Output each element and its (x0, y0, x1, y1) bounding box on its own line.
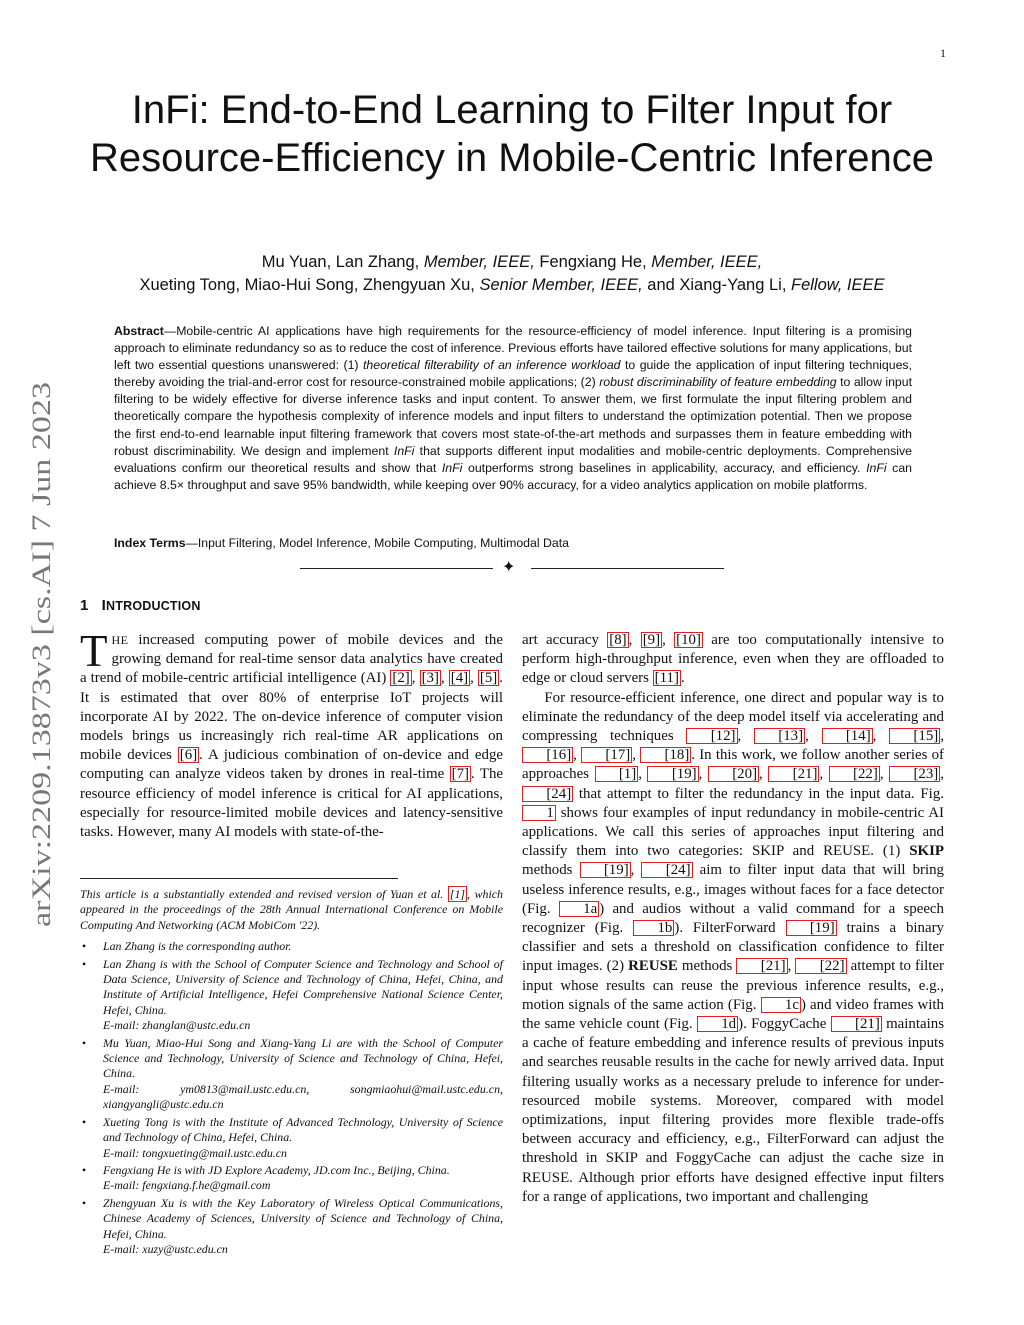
authors-line-1 (60, 251, 964, 274)
text-run: ) and audios without a valid command for a speech recognizer (Fig. (522, 900, 944, 937)
text-run: ). FoggyCache (738, 1016, 831, 1033)
footnote-email: E-mail: ym0813@mail.ustc.edu.cn, songmiaohui@mail.ustc.edu.cn, xiangyangli@ustc.edu.cn (103, 1081, 503, 1112)
footnote-text: Fengxiang He is with JD Explore Academy, JD.com Inc., Beijing, China. (103, 1162, 450, 1177)
text-run: ) and video frames with the same vehicle count (Fig. (522, 996, 944, 1033)
arxiv-id-text: arXiv:2209.13873v3 [cs.AI] 7 Jun 2023 (26, 503, 56, 927)
text-run: . In this work, we follow another series of approaches (522, 747, 944, 783)
text-run: , (632, 747, 641, 764)
text-run: , (573, 747, 582, 764)
citation-link[interactable]: 1d (697, 1016, 738, 1032)
footnote-item (80, 939, 503, 954)
section-divider (300, 559, 724, 579)
footnote-item (80, 957, 503, 1034)
text-run: , (630, 862, 642, 879)
citation-link[interactable]: [15] (889, 728, 940, 744)
text-run: , (698, 766, 708, 783)
citation-link[interactable]: [16] (522, 747, 573, 763)
small-caps-he: HE (111, 633, 129, 647)
text-run: , (411, 670, 420, 687)
citation-link[interactable]: [21] (736, 958, 787, 974)
emphasis: InFi (441, 460, 463, 475)
intro-paragraph (80, 626, 504, 842)
text-run: are too computationally intensive to perform high-throughput inference, even when they are offloaded to edge or cloud servers (522, 632, 944, 687)
page-number: 1 (940, 46, 946, 60)
citation-link[interactable]: [19] (580, 862, 631, 878)
author-role: Member, IEEE, (651, 253, 763, 271)
paragraph-continued (522, 631, 944, 689)
text-run: . It is estimated that over 80% of enterprise IoT projects will incorporate AI by 2022. The on-device inference of computer vision models brings us increasingly rich real-time AR applications on mobile devices (80, 670, 504, 764)
text-run: , (662, 632, 675, 648)
bold-term: REUSE (628, 958, 678, 975)
text-run: , (940, 728, 944, 745)
footnote-item (80, 1115, 503, 1161)
citation-link[interactable]: 1a (559, 901, 599, 917)
author-names: Mu Yuan, Lan Zhang, (261, 253, 424, 271)
index-terms-text: Input Filtering, Model Inference, Mobile Computing, Multimodal Data (197, 536, 569, 550)
citation-link[interactable]: [11] (654, 670, 679, 687)
footnote-text: Lan Zhang is the corresponding author. (103, 939, 292, 954)
text-run: that supports different input modalities and mobile-centric deployments. Comprehensive evaluations confirm our theoretical results and show that (114, 443, 912, 475)
bold-term: SKIP (909, 843, 944, 860)
text-run: . The resource efficiency of model inference is critical for AI applications, especially for resource-limited mobile devices and latency-sensitive tasks. However, many AI models with state-of-the- (80, 766, 504, 841)
author-names: Xueting Tong, Miao-Hui Song, Zhengyuan Xu, (139, 276, 480, 294)
footnote-text: Xueting Tong is with the Institute of Advanced Technology, University of Science and Technology of China, Hefei, China. (103, 1114, 503, 1145)
text-run: , (879, 766, 890, 783)
citation-link[interactable]: [22] (795, 958, 846, 974)
citation-link[interactable]: [5] (479, 670, 498, 687)
drop-cap: T (80, 626, 108, 676)
text-run: , which appeared in the proceedings of the 28th Annual International Conference on Mobile Computing And Networking (ACM MobiCom '22). (80, 887, 503, 932)
text-run: , (737, 728, 754, 745)
text-run: maintains a cache of feature embedding and inference results of previous inputs and searches reusable results in the cache for newly arrived data. Input filtering usually works as a necessary prelude to inference for under-resourced mobile systems. Moreover, compared with model optimizations, input filtering provides more flexible trade-offs between accuracy and efficiency, e.g., FilterForward can adjust the threshold in SKIP and FoggyCache can adjust the cache size in REUSE. Although prior efforts have designed effective input filters for a range of applications, two important and challenging (522, 1016, 944, 1205)
citation-link[interactable]: [1] (449, 887, 466, 901)
abstract-label: Abstract (114, 324, 164, 338)
author-names: and Xiang-Yang Li, (642, 276, 791, 294)
author-list (60, 251, 964, 297)
emphasis: InFi (393, 443, 415, 458)
text-run: , (759, 766, 769, 783)
section-title-initial: I (101, 597, 107, 614)
text-run: , (787, 958, 796, 975)
citation-link[interactable]: [22] (829, 766, 880, 782)
text-run: to guide the application of input filtering techniques, thereby avoiding the trial-and-error cost for resource-constrained mobile applications; (2) (114, 358, 912, 390)
citation-link[interactable]: [8] (609, 632, 627, 648)
citation-link[interactable]: [17] (581, 747, 632, 763)
text-run: trains a binary classifier and sets a threshold on classification confidence to filter input images. (2) (522, 920, 944, 975)
divider-line-left (300, 568, 493, 569)
text-run: , (440, 670, 449, 687)
citation-link[interactable]: [19] (786, 920, 837, 936)
text-run: . A judicious combination of on-device and edge computing can analyze videos taken by drones in real-time (80, 747, 503, 783)
divider-star-icon: ✦ (502, 559, 516, 576)
section-title-rest: NTRODUCTION (106, 599, 201, 613)
text-run: methods (677, 958, 737, 975)
text-run: increased computing power of mobile devices and the growing demand for real-time sensor data analytics have created a trend of mobile-centric artificial intelligence (AI) (80, 632, 503, 687)
citation-link[interactable]: [9] (642, 632, 661, 648)
emphasis: theoretical filterability of an inference workload (363, 358, 621, 373)
author-role: Member, IEEE, (423, 253, 535, 271)
arxiv-identifier (6, 375, 64, 935)
citation-link[interactable]: [18] (640, 747, 691, 763)
citation-link[interactable]: [19] (647, 766, 698, 782)
left-column (80, 626, 504, 842)
paragraph-input-filtering (522, 689, 944, 1207)
citation-link[interactable]: [7] (451, 766, 469, 783)
authors-line-2 (60, 274, 964, 297)
emphasis: InFi (866, 460, 887, 475)
citation-link[interactable]: 1c (761, 997, 801, 1013)
text-run: that attempt to filter the redundancy in the input data. Fig. (573, 785, 944, 802)
text-run: Mobile-centric AI applications have high requirements for the resource-efficiency of model inference. Input filtering is a promising approach to eliminate redundancy so as to reduce the cost of inference. Previous efforts have tailored effective solutions for many applications, but left two essential questions unanswered: (1) (114, 324, 912, 373)
text-run: attempt to filter input whose results can reuse the previous inference results, e.g., motion signals of the same action (Fig. (522, 958, 944, 1013)
text-run: , (940, 766, 944, 783)
citation-link[interactable]: [1] (595, 766, 639, 782)
citation-link[interactable]: [12] (686, 728, 737, 744)
text-run: can achieve 8.5× throughput and save 95% bandwidth, while keeping over 90% accuracy, for a video analytics application on mobile platforms. (114, 460, 913, 492)
text-run: For resource-efficient inference, one direct and popular way is to eliminate the redundancy of the deep model itself via accelerating and compressing techniques (522, 689, 944, 745)
text-run: , (872, 728, 890, 745)
affiliation-list (80, 939, 503, 1257)
abstract (114, 323, 912, 494)
title-line-2: Resource-Efficiency in Mobile-Centric Inference (89, 136, 935, 180)
footnote-email: E-mail: zhanglan@ustc.edu.cn (103, 1018, 251, 1033)
citation-link[interactable]: [6] (179, 747, 198, 764)
citation-link[interactable]: [24] (522, 786, 573, 802)
citation-link[interactable]: [13] (754, 728, 805, 744)
footnote-text: Lan Zhang is with the School of Computer Science and Technology and School of Data Science, University of Science and Technology of China, Hefei, China, and Institute of Artificial Intelligence, Hefei Comprehensive National Science Center, Hefei, China. (103, 956, 503, 1017)
footnotes (80, 886, 503, 1259)
citation-link[interactable]: [3] (421, 670, 439, 687)
emphasis: robust discriminability of feature embedding (599, 375, 837, 390)
footnote-email: E-mail: tongxueting@mail.ustc.edu.cn (103, 1145, 287, 1160)
text-run: methods (522, 862, 580, 879)
author-role: Fellow, IEEE (791, 276, 885, 294)
text-run: to allow input filtering to be widely effective for diverse inference tasks and input content. To answer them, we first formulate the input filtering problem and theoretically compare the hypothesis complexity of inference models and input filters to understand the optimization potential. Then we propose the first end-to-end learnable input filtering framework that covers most state-of-the-art methods and surpasses them in feature embedding with robust discriminability. We design and implement (114, 375, 912, 458)
citation-link[interactable]: 1 (522, 805, 556, 821)
right-column (522, 631, 944, 1207)
citation-link[interactable]: [24] (641, 862, 692, 878)
index-terms-dash: — (185, 536, 198, 550)
text-run: , (638, 766, 648, 783)
author-names: Fengxiang He, (534, 253, 652, 271)
citation-link[interactable]: [23] (889, 766, 940, 782)
text-run: , (805, 728, 822, 745)
citation-link[interactable]: [20] (708, 766, 759, 782)
text-run: This article is a substantially extended and revised version of Yuan et al. (80, 887, 448, 901)
abstract-dash: — (163, 324, 177, 338)
text-run: ). FilterForward (674, 920, 786, 937)
citation-link[interactable]: [21] (768, 766, 819, 782)
footnote-item (80, 1163, 503, 1194)
text-run: . (680, 670, 685, 687)
paper-title (60, 86, 964, 182)
footnote-email: E-mail: xuzy@ustc.edu.cn (103, 1241, 228, 1256)
title-line-1: InFi: End-to-End Learning to Filter Input for (131, 88, 893, 132)
footnote-text: Zhengyuan Xu is with the Key Laboratory of Wireless Optical Communications, Chinese Academy of Sciences, University of Science and Technology of China, Hefei, China. (103, 1195, 503, 1241)
divider-line-right (531, 568, 724, 569)
text-run: , (628, 632, 641, 648)
citation-link[interactable]: [10] (676, 632, 701, 648)
intro-body (80, 626, 504, 841)
footnote-rule (80, 878, 398, 879)
author-role: Senior Member, IEEE, (479, 276, 643, 294)
footnote-text: Mu Yuan, Miao-Hui Song and Xiang-Yang Li are with the School of Computer Science and Technology, University of Science and Technology of China, Hefei, China. (103, 1035, 503, 1081)
text-run: aim to filter input data that will bring useless inference results, e.g., images without faces for a face detector (Fig. (522, 862, 945, 917)
citation-link[interactable]: [14] (822, 728, 873, 744)
text-run: art accuracy (522, 632, 608, 648)
footnote-intro (80, 886, 503, 933)
text-run: , (470, 670, 478, 687)
text-run: shows four examples of input redundancy in mobile-centric AI applications. We call this series of approaches input filtering and classify them into two categories: SKIP and REUSE. (1) (522, 804, 944, 860)
citation-link[interactable]: [2] (392, 670, 410, 687)
text-run: , (819, 766, 829, 783)
index-terms-label: Index Terms (114, 536, 186, 550)
footnote-item (80, 1196, 503, 1258)
index-terms (114, 535, 912, 552)
section-number: 1 (80, 597, 89, 614)
section-heading (80, 597, 201, 614)
text-run: outperforms strong baselines in applicability, accuracy, and efficiency. (462, 460, 867, 475)
footnote-email: E-mail: fengxiang.f.he@gmail.com (103, 1178, 271, 1193)
abstract-body (114, 324, 912, 492)
footnote-item (80, 1036, 503, 1113)
citation-link[interactable]: [4] (450, 670, 469, 687)
citation-link[interactable]: 1b (633, 920, 674, 936)
citation-link[interactable]: [21] (831, 1016, 882, 1032)
